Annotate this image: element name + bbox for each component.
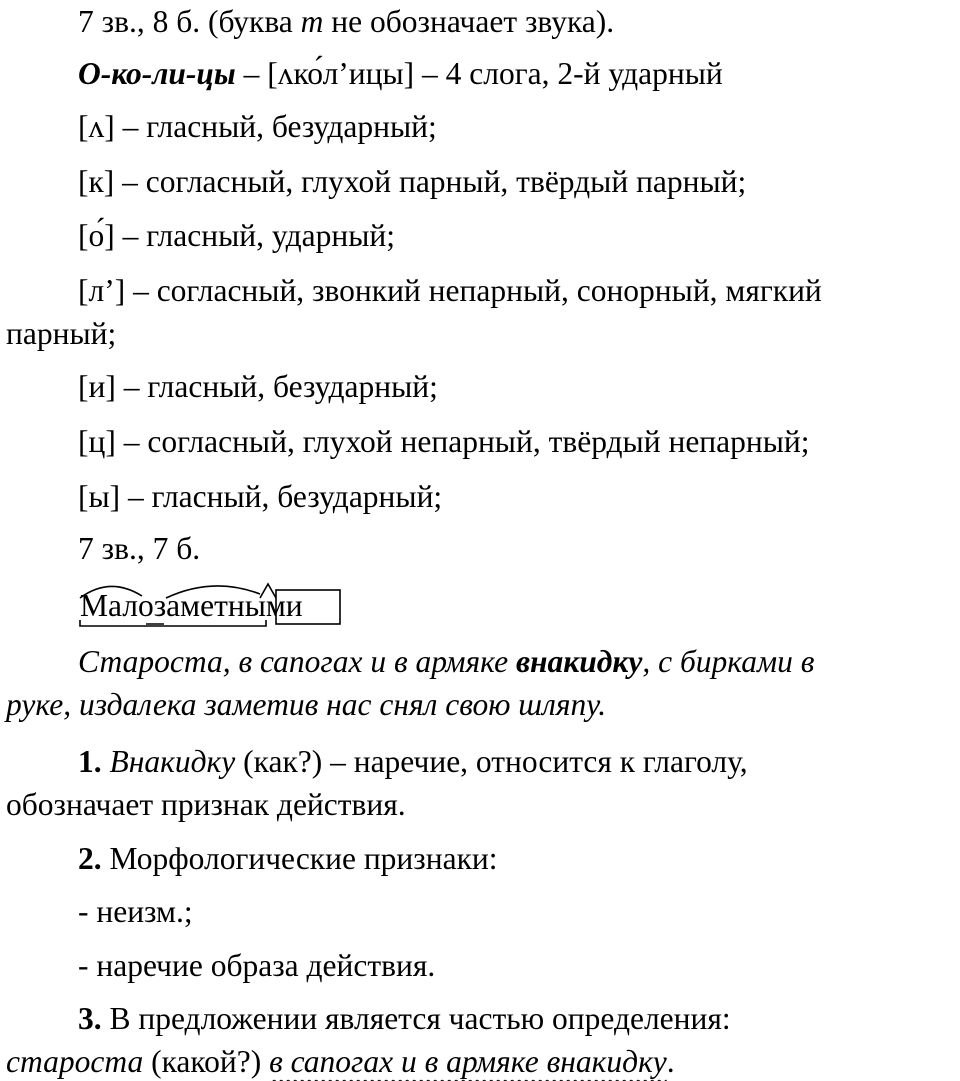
- item-3-cont: староста (какой?) в сапогах и в армяке внакидку.: [6, 1044, 675, 1079]
- item-1: 1. Внакидку (как?) – наречие, относится к глаголу,: [78, 744, 748, 779]
- sound-line: [л’] – согласный, звонкий непарный, сонорный, мягкий: [78, 273, 822, 308]
- sound-line: [к] – согласный, глухой парный, твёрдый парный;: [78, 164, 747, 199]
- item-2-a: - неизм.;: [78, 894, 193, 929]
- item-1-cont: обозначает признак действия.: [6, 787, 406, 822]
- modifier-phrase: в сапогах и в армяке внакидку: [269, 1044, 667, 1079]
- sound-line: [ц] – согласный, глухой непарный, твёрдый непарный;: [78, 424, 810, 459]
- sound-line: [о́] – гласный, ударный;: [78, 218, 396, 253]
- sound-line: [и] – гласный, безударный;: [78, 369, 438, 404]
- item-2: 2. Морфологические признаки:: [78, 841, 498, 876]
- sound-line-cont: парный;: [6, 316, 117, 351]
- quote-line-1: Староста, в сапогах и в армяке внакидку, с бирками в: [78, 644, 815, 679]
- sound-count-line-1: 7 зв., 8 б. (буква т не обозначает звука).: [78, 4, 615, 39]
- sound-line: [ʌ] – гласный, безударный;: [78, 109, 437, 144]
- sound-line: [ы] – гласный, безударный;: [78, 479, 443, 514]
- analyzed-word: О-ко-ли-цы: [78, 56, 236, 91]
- morpheme-word: Малозаметными: [80, 588, 303, 623]
- sound-count-line-2: 7 зв., 7 б.: [78, 531, 201, 566]
- target-word: внакидку: [515, 644, 643, 679]
- quote-line-2: руке, издалека заметив нас снял свою шляпу.: [6, 687, 607, 722]
- item-2-b: - наречие образа действия.: [78, 948, 436, 983]
- phonetic-header: О-ко-ли-цы – [ʌко́л’ицы] – 4 слога, 2-й ударный: [78, 56, 723, 91]
- item-3: 3. В предложении является частью определения:: [78, 1001, 731, 1036]
